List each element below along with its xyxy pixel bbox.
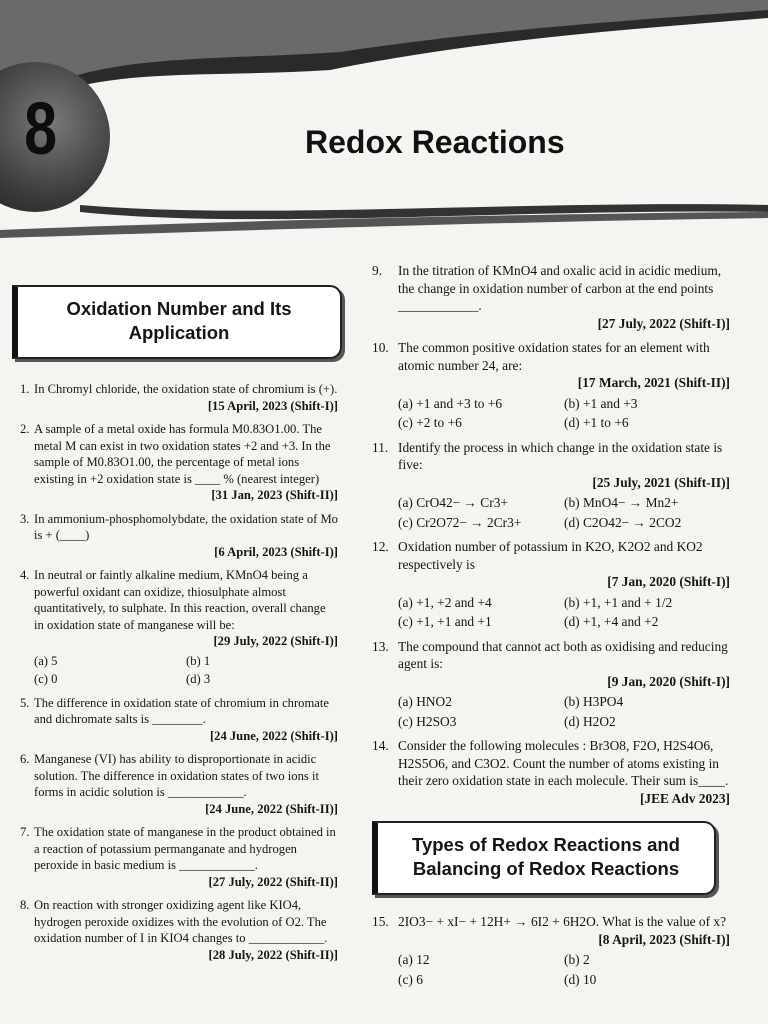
option: (c) +2 to +6 [398,415,462,430]
options [398,951,730,988]
option: (d) C2O42− → 2CO2 [564,514,682,530]
question-text: A sample of a metal oxide has formula M0.83O1.00. The metal M can exist in two oxidation states +2 and +3. In the sample of M0.83O1.00, the percentage of metal ions existing in +2 oxidation state is ____ % (nearest integer) [34,422,331,486]
question-text: Consider the following molecules : Br3O8, F2O, H2S4O6, H2S5O6, and C3O2. Count the number of atoms existing in their zero oxidation state in each molecule. Their sum is____. [398,738,729,788]
question-text: In neutral or faintly alkaline medium, KMnO4 being a powerful oxidant can oxidize, thiosulphate almost quantitatively, to sulphate. In this reaction, overall change in oxidation state of manganese will be: [34,568,326,632]
question-source: [7 Jan, 2020 (Shift-I)] [607,574,730,589]
question-7: 7. The oxidation state of manganese in the product obtained in a reaction of potassium permanganate and hydrogen peroxide in basic medium is ____________. [27 July, 2022 (Shift-II)] [20,825,338,889]
option: (d) 10 [564,971,597,987]
question-9: 9. In the titration of KMnO4 and oxalic acid in acidic medium, the change in oxidation number of carbon at the end points ____________. [27 July, 2022 (Shift-I)] [372,263,730,331]
chapter-number: 8 [24,87,58,170]
option: (c) 6 [398,971,423,987]
options [398,494,730,531]
question-text: The difference in oxidation state of chromium in chromate and dichromate salts is ________. [34,695,329,726]
question-12: 12. Oxidation number of potassium in K2O, K2O2 and KO2 respectively is [7 Jan, 2020 (Shift-I)] (a) +1, +2 and +4 (b) +1, +1 and + 1/2 (c) +1, +1 and +1 (d) +1, +4 and +2 [372,539,730,629]
option: (a) HNO2 [398,694,452,709]
options [398,693,730,730]
option: (c) 0 [34,672,58,686]
option: (a) +1, +2 and +4 [398,594,492,610]
question-source: [25 July, 2021 (Shift-II)] [592,474,730,490]
question-8: 8. On reaction with stronger oxidizing agent like KIO4, hydrogen peroxide oxidizes with the evolution of O2. The oxidation number of I in KIO4 changes to ____________. [28 July, 2022 (Shift-II)] [20,898,338,962]
option: (a) 12 [398,952,430,967]
option: (b) 2 [564,952,590,967]
question-source: [24 June, 2022 (Shift-I)] [209,728,338,743]
option: (c) H2SO3 [398,713,457,729]
question-source: [28 July, 2022 (Shift-II)] [208,947,338,962]
question-11: 11. Identify the process in which change in the oxidation state is five: [25 July, 2021 (Shift-II)] (a) CrO42− → Cr3+ (b) MnO4− → Mn2+ (c) Cr2O72− → 2Cr3+ (d) C2O42− → 2CO2 [372,439,730,530]
option: (a) CrO42− → Cr3+ [398,495,508,510]
question-source: [17 March, 2021 (Shift-II)] [577,375,730,390]
right-column [372,262,730,995]
section-heading-types-of-redox: Types of Redox Reactions and Balancing of Redox Reactions [372,821,716,895]
question-text: The compound that cannot act both as oxidising and reducing agent is: [398,638,728,671]
question-text: The oxidation state of manganese in the product obtained in a reaction of potassium permanganate and hydrogen peroxide in basic medium is ____________. [34,825,336,872]
option: (d) +1 to +6 [564,415,629,430]
question-14: 14. Consider the following molecules : Br3O8, F2O, H2S4O6, H2S5O6, and C3O2. Count the number of atoms existing in their zero oxidation state in each molecule. Their sum is____. [JEE Adv 2023] [372,738,730,806]
option: (d) +1, +4 and +2 [564,614,659,629]
question-source: [8 April, 2023 (Shift-I)] [598,931,730,947]
option: (c) Cr2O72− → 2Cr3+ [398,514,522,530]
options [34,653,338,688]
option: (a) 5 [34,653,58,668]
options [398,594,730,631]
option: (c) +1, +1 and +1 [398,614,492,629]
question-13: 13. The compound that cannot act both as oxidising and reducing agent is: [9 Jan, 2020 (Shift-I)] (a) HNO2 (b) H3PO4 (c) H2SO3 (d) H2O2 [372,638,730,729]
question-source: [6 April, 2023 (Shift-I)] [214,544,338,559]
question-1: 1. In Chromyl chloride, the oxidation state of chromium is (+). [15 April, 2023 (Shift-I)] [20,382,338,413]
question-source: [27 July, 2022 (Shift-I)] [597,315,730,331]
question-source: [31 Jan, 2023 (Shift-II)] [211,488,338,502]
question-15: 15. 2IO3− + xI− + 12H+ → 6I2 + 6H2O. What is the value of x? [8 April, 2023 (Shift-I)] (a) 12 (b) 2 (c) 6 (d) 10 [372,914,730,987]
question-text: 2IO3− + xI− + 12H+ → 6I2 + 6H2O. What is the value of x? [398,914,727,929]
question-text: The common positive oxidation states for an element with atomic number 24, are: [398,340,710,373]
option: (b) 1 [186,653,211,668]
option: (b) H3PO4 [564,694,624,709]
section-heading-oxidation-number: Oxidation Number and Its Application [12,285,342,359]
option: (b) +1 and +3 [564,395,638,411]
question-text: Oxidation number of potassium in K2O, K2O2 and KO2 respectively is [398,539,703,572]
option: (d) H2O2 [564,713,616,729]
left-column [20,285,338,970]
question-source: [24 June, 2022 (Shift-II)] [205,801,338,816]
question-source: [JEE Adv 2023] [639,790,730,806]
question-3: 3. In ammonium-phosphomolybdate, the oxidation state of Mo is + (____) [6 April, 2023 (Shift-I)] [20,511,338,559]
question-text: Identify the process in which change in the oxidation state is five: [398,439,723,472]
option: (b) +1, +1 and + 1/2 [564,594,673,610]
question-2: 2. A sample of a metal oxide has formula M0.83O1.00. The metal M can exist in two oxidation states +2 and +3. In the sample of M0.83O1.00, the percentage of metal ions existing in +2 oxidation state is ____ % (nearest integer) [31 Jan, 2023 (Shift-II)] [20,422,338,502]
question-text: In ammonium-phosphomolybdate, the oxidation state of Mo is + (____) [34,511,338,542]
question-source: [29 July, 2022 (Shift-I)] [213,634,338,648]
option: (a) +1 and +3 to +6 [398,395,503,411]
question-6: 6. Manganese (VI) has ability to disproportionate in acidic solution. The difference in oxidation states of two ions it forms in acidic solution is ____________. [24 June, 2022 (Shift-II)] [20,752,338,816]
option: (b) MnO4− → Mn2+ [564,495,679,510]
question-10: 10. The common positive oxidation states for an element with atomic number 24, are: [17 March, 2021 (Shift-II)] (a) +1 and +3 to +6 (b) +1 and +3 (c) +2 to +6 (d) +1 to +6 [372,340,730,430]
question-4: 4. In neutral or faintly alkaline medium, KMnO4 being a powerful oxidant can oxidize, thiosulphate almost quantitatively, to sulphate. In this reaction, overall change in oxidation state of manganese will be: [29 July, 2022 (Shift-I)] (a) 5 (b) 1 (c) 0 (d) 3 [20,568,338,686]
options [398,395,730,432]
option: (d) 3 [186,672,211,686]
question-5: 5. The difference in oxidation state of chromium in chromate and dichromate salts is ________. [24 June, 2022 (Shift-I)] [20,695,338,743]
question-source: [15 April, 2023 (Shift-I)] [207,398,338,413]
question-text: In the titration of KMnO4 and oxalic acid in acidic medium, the change in oxidation number of carbon at the end points ____________. [398,263,722,313]
question-text: Manganese (VI) has ability to disproportionate in acidic solution. The difference in oxidation states of two ions it forms in acidic solution is ____________. [34,752,319,799]
question-text: In Chromyl chloride, the oxidation state of chromium is (+). [34,382,338,396]
question-source: [9 Jan, 2020 (Shift-I)] [607,673,730,689]
question-source: [27 July, 2022 (Shift-II)] [208,874,338,889]
question-text: On reaction with stronger oxidizing agent like KIO4, hydrogen peroxide oxidizes with the evolution of O2. The oxidation number of I in KIO4 changes to ____________. [34,898,328,945]
chapter-title: Redox Reactions [305,124,565,160]
